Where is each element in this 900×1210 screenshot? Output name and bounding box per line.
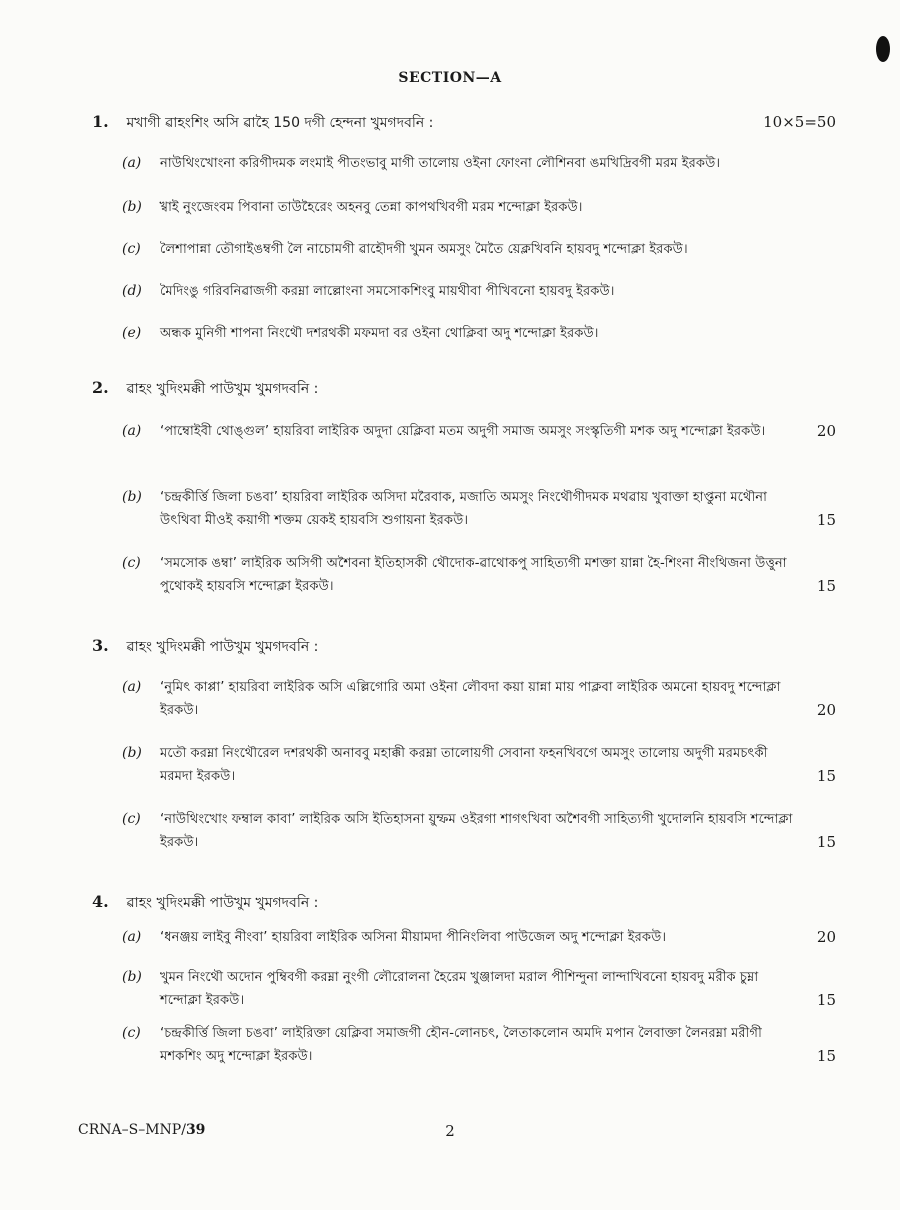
sub-question-text: ‘পাম্বোইবী থোঙ্গুল’ হায়রিবা লাইরিক অদুদা য়েক্লিবা মতম অদুগী সমাজ অমসুং সংস্কৃতিগী মশক অদু শন্দোক্লা ইরকউ। xyxy=(160,424,766,439)
section-title: SECTION—A xyxy=(398,70,502,86)
sub-question-3a xyxy=(122,676,836,722)
paper-code-prefix: CRNA–S–MNP/ xyxy=(78,1122,186,1138)
page-number: 2 xyxy=(445,1122,455,1140)
question-header xyxy=(92,112,836,133)
sub-question-3b xyxy=(122,742,836,788)
sub-question-label: (e) xyxy=(122,325,142,341)
sub-question-1e xyxy=(122,322,836,345)
sub-question-text: খুমন নিংথৌ অদোন পুম্বিবগী করম্না নুংগী লৌরোলনা হৈরেম খুঞ্জালদা মরাল পীশিন্দুনা লান্দাখিবনো হায়বদু মরীক চুম্না শন্দোক্লা ইরকউ। xyxy=(160,970,759,1008)
sub-question-text: মৈদিংঙু গরিবনিৱাজগী করম্না লাল্লোংনা সমসোকশিংবু মায়থীবা পীখিবনো হায়বদু ইরকউ। xyxy=(160,284,615,299)
question-text: ৱাহং খুদিংমক্কী পাউখুম খুমগদবনি : xyxy=(126,381,319,397)
sub-question-marks: 15 xyxy=(816,577,836,595)
sub-question-label: (c) xyxy=(122,1025,141,1041)
sub-question-text: ‘চন্দ্রকীর্ত্তি জিলা চঙবা’ লাইরিক্তা য়েক্লিবা সমাজগী হৌন-লোনচৎ, লৈতাকলোন অমদি মপান লৈবাক্তা লৈনরম্না মরীগী মশকশিং অদু শন্দোক্লা ইরকউ। xyxy=(160,1026,762,1064)
sub-question-label: (b) xyxy=(122,489,142,505)
sub-question-text: ‘নাউথিংখোং ফম্বাল কাবা’ লাইরিক অসি ইতিহাসনা য়ুম্ফম ওইরগা শাগৎখিবা অশৈবগী সাহিত্যগী খুদোলনি হায়বসি শন্দোক্লা ইরকউ। xyxy=(160,812,793,850)
question-header xyxy=(92,636,836,657)
sub-question-2c xyxy=(122,552,836,598)
sub-question-label: (c) xyxy=(122,555,141,571)
question-text: মখাগী ৱাহংশিং অসি ৱাহৈ 150 দগী হেন্দনা খুমগদবনি : xyxy=(126,115,434,131)
sub-question-text: ‘ধনঞ্জয় লাইবু নীংবা’ হায়রিবা লাইরিক অসিনা মীয়ামদা পীনিংলিবা পাউজেল অদু শন্দোক্লা ইরকউ। xyxy=(160,930,667,945)
question-1 xyxy=(92,112,836,341)
sub-question-text: নাউথিংখোংনা করিগীদমক লংমাই পীতংভাবু মাগী তালোয় ওইনা ফোংনা লৌশিনবা ঙমখিদ্রিবগী মরম ইরকউ। xyxy=(160,156,721,171)
question-marks: 10×5=50 xyxy=(763,113,836,131)
sub-question-2b xyxy=(122,486,836,532)
sub-question-marks: 20 xyxy=(816,701,836,719)
sub-question-label: (b) xyxy=(122,969,142,985)
sub-question-1b xyxy=(122,196,836,219)
question-text: ৱাহং খুদিংমক্কী পাউখুম খুমগদবনি : xyxy=(126,895,319,911)
sub-question-2a xyxy=(122,420,836,443)
sub-question-3c xyxy=(122,808,836,854)
sub-question-text: খ্বাই নুংজেংবম পিবানা তাউহৈরেং অহনবু তেন্না কাপথখিবগী মরম শন্দোক্লা ইরকউ। xyxy=(160,200,583,215)
sub-question-label: (a) xyxy=(122,929,142,945)
sub-question-1c xyxy=(122,238,836,261)
sub-question-label: (b) xyxy=(122,745,142,761)
sub-question-4b xyxy=(122,966,836,1012)
sub-question-4a xyxy=(122,926,836,949)
question-4 xyxy=(92,892,836,1065)
sub-question-4c xyxy=(122,1022,836,1068)
sub-question-marks: 15 xyxy=(816,767,836,785)
sub-question-marks: 15 xyxy=(816,1047,836,1065)
sub-question-label: (a) xyxy=(122,679,142,695)
sub-question-label: (b) xyxy=(122,199,142,215)
sub-question-text: লৈশাপান্না তৌগাইঙম্বগী লৈ নাচোমগী ৱাহৌদগী খুমন অমসুং মৈতৈ য়েক্লখিবনি হায়বদু শন্দোক্লা ইরকউ। xyxy=(160,242,688,257)
sub-question-label: (c) xyxy=(122,241,141,257)
paper-code-number: 39 xyxy=(185,1122,206,1138)
question-number: 1. xyxy=(92,112,109,131)
sub-question-label: (d) xyxy=(122,283,142,299)
sub-question-label: (a) xyxy=(122,155,142,171)
sub-question-text: অন্ধক মুনিগী শাপনা নিংথৌ দশরথকী মফমদা বর ওইনা থোক্লিবা অদু শন্দোক্লা ইরকউ। xyxy=(160,326,599,341)
sub-question-marks: 20 xyxy=(816,928,836,946)
sub-question-marks: 15 xyxy=(816,991,836,1009)
sub-question-text: ‘চন্দ্রকীর্ত্তি জিলা চঙবা’ হায়রিবা লাইরিক অসিদা মরৈবাক, মজাতি অমসুং নিংথৌগীদমক মথৱায় খুবাক্তা হাপ্তুনা মথৌনা উৎথিবা মীওই কয়াগী শক্তম য়েকই হায়বসি শুগায়না ইরকউ। xyxy=(160,490,767,528)
sub-question-marks: 15 xyxy=(816,511,836,529)
question-number: 2. xyxy=(92,378,109,397)
sub-question-marks: 20 xyxy=(816,422,836,440)
question-number: 3. xyxy=(92,636,109,655)
question-header xyxy=(92,892,836,913)
punch-hole-mark xyxy=(876,36,890,62)
question-number: 4. xyxy=(92,892,109,911)
sub-question-text: ‘নুমিৎ কাপ্পা’ হায়রিবা লাইরিক অসি এল্লিগোরি অমা ওইনা লৌবদা কয়া য়ান্না মায় পাক্লবা লাইরিক অমনো হায়বদু শন্দোক্লা ইরকউ। xyxy=(160,680,781,718)
sub-question-label: (a) xyxy=(122,423,142,439)
question-header xyxy=(92,378,836,399)
sub-question-label: (c) xyxy=(122,811,141,827)
question-text: ৱাহং খুদিংমক্কী পাউখুম খুমগদবনি : xyxy=(126,639,319,655)
question-3 xyxy=(92,636,836,851)
sub-question-1d xyxy=(122,280,836,303)
question-2 xyxy=(92,378,836,595)
sub-question-text: ‘সমসোক ঙম্বা’ লাইরিক অসিগী অশৈবনা ইতিহাসকী থৌদোক-ৱাথোকপু সাহিত্যগী মশক্তা য়ান্না হৈ-শিংনা নীংথিজনা উত্তুনা পুথোকই হায়বসি শন্দোক্লা ইরকউ। xyxy=(160,556,787,594)
sub-question-text: মতৌ করম্না নিংথৌরেল দশরথকী অনাববু মহাক্কী করম্না তালোয়গী সেবানা ফহনখিবগে অমসুং তালোয় অদুগী মরমচৎকী মরমদা ইরকউ। xyxy=(160,746,768,784)
sub-question-1a xyxy=(122,152,836,175)
sub-question-marks: 15 xyxy=(816,833,836,851)
